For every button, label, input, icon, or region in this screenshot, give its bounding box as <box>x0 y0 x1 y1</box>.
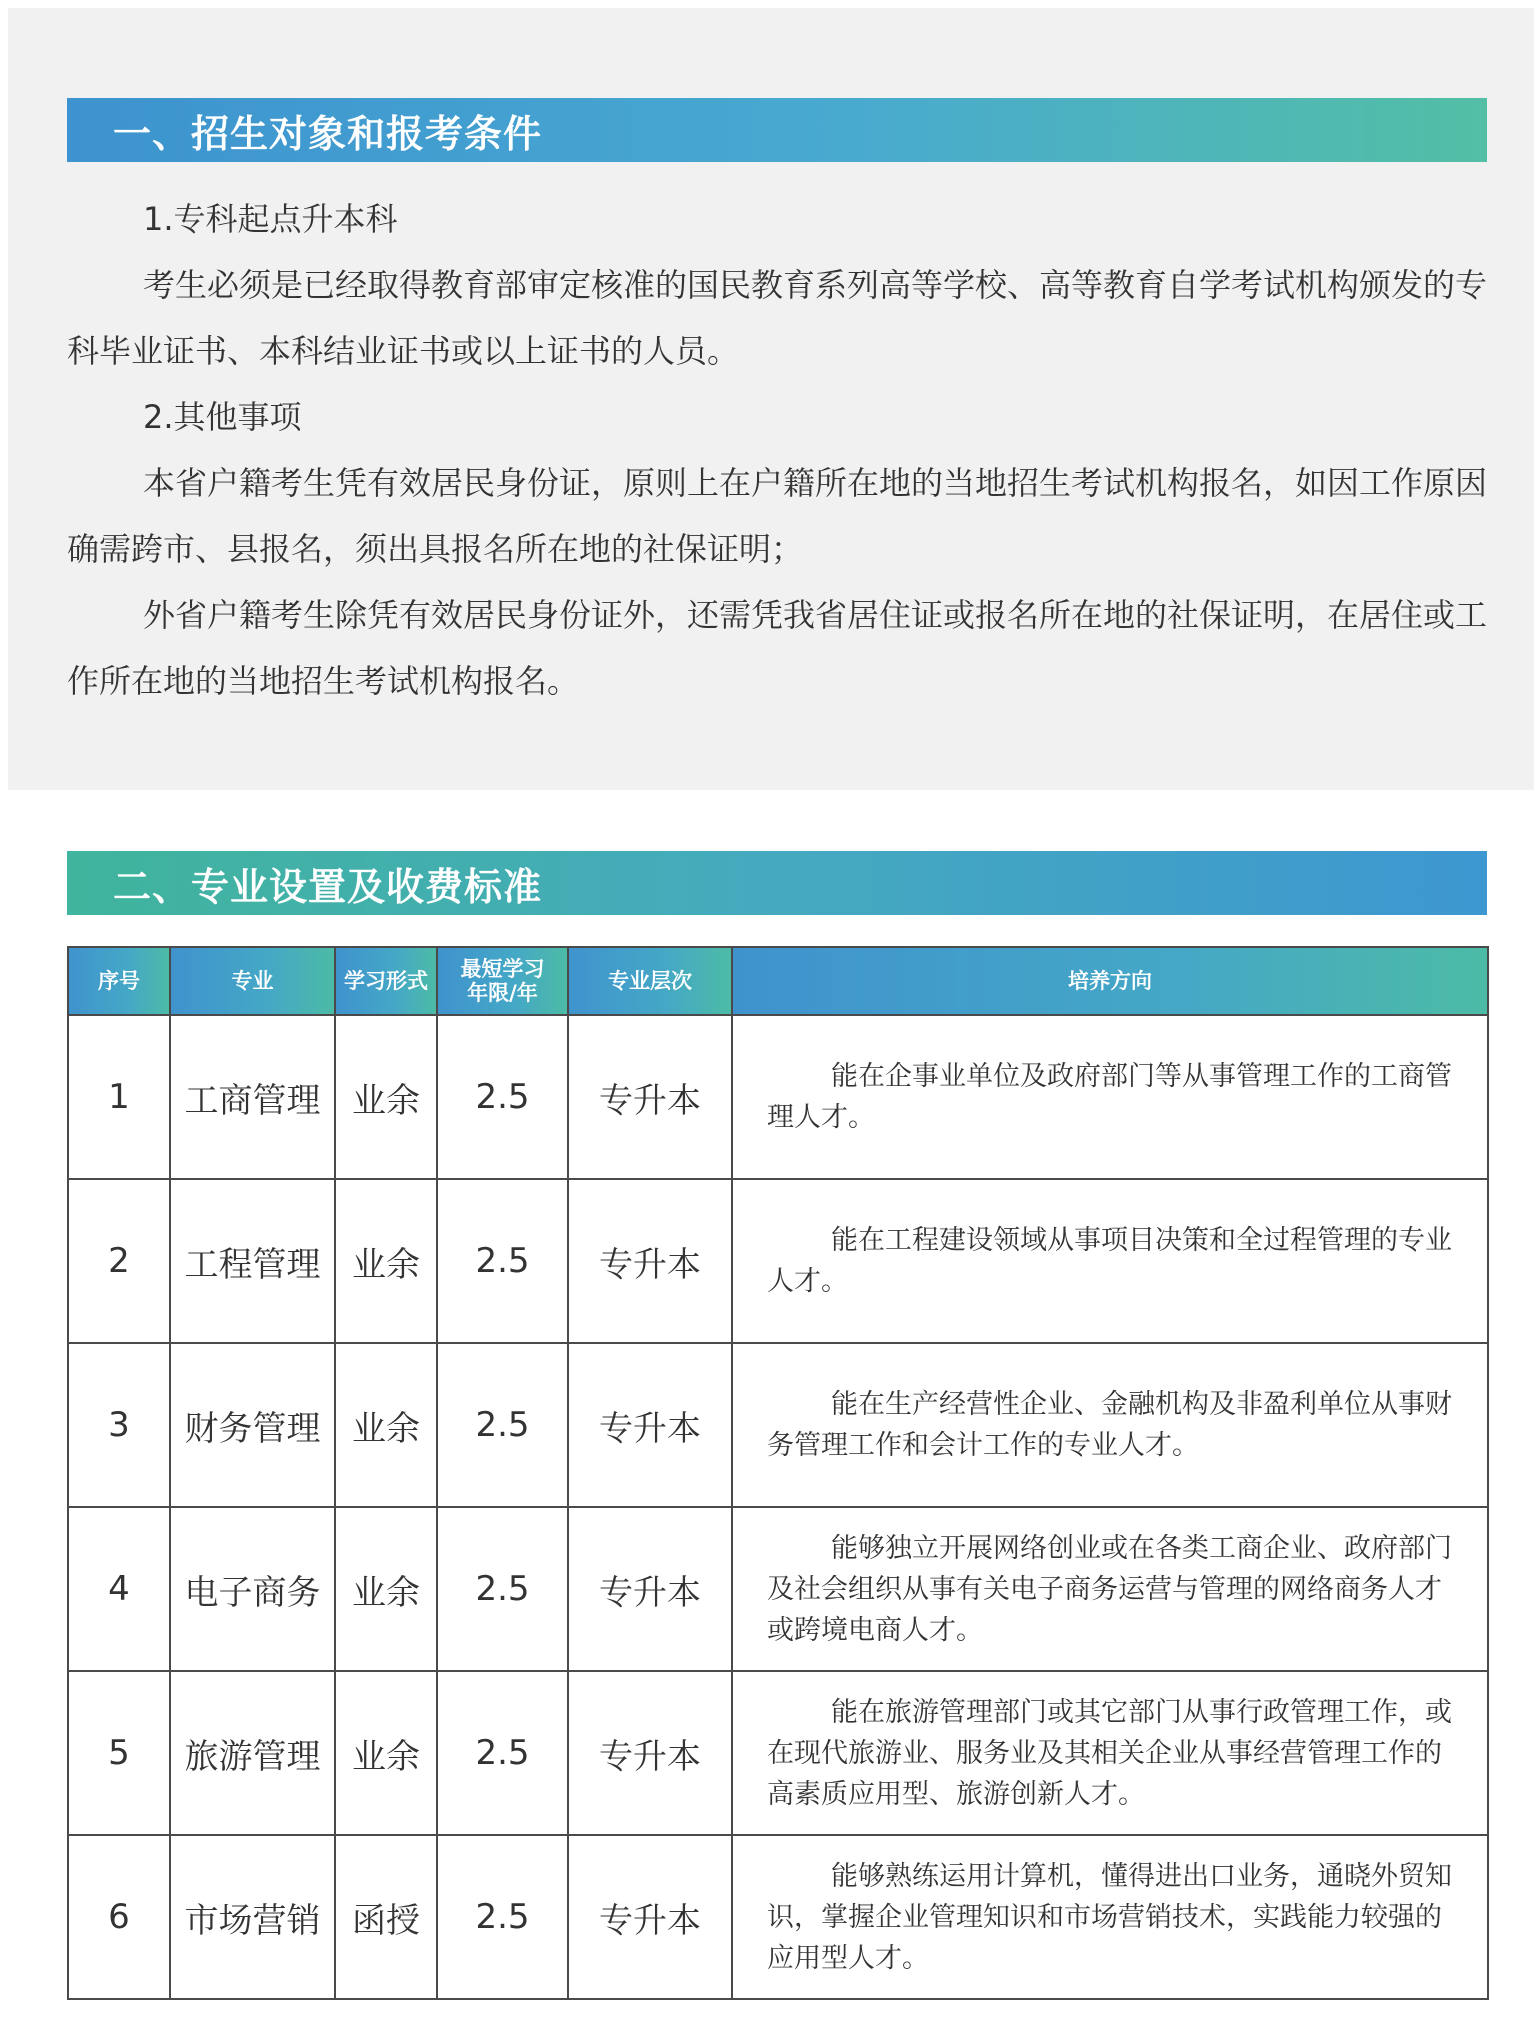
item1-title: 1.专科起点升本科 <box>143 200 398 238</box>
cell-level: 专升本 <box>568 1179 732 1343</box>
direction-text: 能够熟练运用计算机，懂得进出口业务，通晓外贸知识，掌握企业管理知识和市场营销技术，实践能力较强的应用型人才。 <box>767 1860 1452 1974</box>
cell-direction <box>732 1835 1488 1999</box>
cell-level: 专升本 <box>568 1835 732 1999</box>
header-mode: 学习形式 <box>335 947 437 1015</box>
cell-major: 市场营销 <box>170 1835 335 1999</box>
table-row <box>68 1835 1488 1999</box>
cell-level: 专升本 <box>568 1671 732 1835</box>
header-years-line2: 年限/年 <box>467 981 538 1005</box>
cell-mode: 业余 <box>335 1179 437 1343</box>
cell-level: 专升本 <box>568 1343 732 1507</box>
table-row <box>68 1671 1488 1835</box>
cell-index: 5 <box>68 1671 170 1835</box>
item2-title: 2.其他事项 <box>143 398 302 436</box>
cell-level: 专升本 <box>568 1507 732 1671</box>
cell-years: 2.5 <box>437 1015 568 1179</box>
majors-table <box>67 946 1489 2000</box>
cell-mode: 业余 <box>335 1671 437 1835</box>
cell-major: 工商管理 <box>170 1015 335 1179</box>
header-level: 专业层次 <box>568 947 732 1015</box>
direction-text: 能在旅游管理部门或其它部门从事行政管理工作，或在现代旅游业、服务业及其相关企业从事经营管理工作的高素质应用型、旅游创新人才。 <box>767 1696 1452 1810</box>
cell-index: 2 <box>68 1179 170 1343</box>
cell-years: 2.5 <box>437 1507 568 1671</box>
header-years-line1: 最短学习 <box>460 957 545 981</box>
cell-years: 2.5 <box>437 1179 568 1343</box>
table-row <box>68 1179 1488 1343</box>
cell-index: 6 <box>68 1835 170 1999</box>
cell-mode: 业余 <box>335 1015 437 1179</box>
direction-text: 能在工程建设领域从事项目决策和全过程管理的专业人才。 <box>767 1225 1452 1297</box>
cell-direction <box>732 1343 1488 1507</box>
table-row <box>68 1343 1488 1507</box>
header-direction: 培养方向 <box>732 947 1488 1015</box>
cell-mode: 业余 <box>335 1507 437 1671</box>
direction-text: 能在生产经营性企业、金融机构及非盈利单位从事财务管理工作和会计工作的专业人才。 <box>767 1389 1452 1461</box>
cell-major: 电子商务 <box>170 1507 335 1671</box>
cell-index: 1 <box>68 1015 170 1179</box>
cell-direction <box>732 1507 1488 1671</box>
header-major: 专业 <box>170 947 335 1015</box>
item2-text-2: 外省户籍考生除凭有效居民身份证外，还需凭我省居住证或报名所在地的社保证明，在居住或工作所在地的当地招生考试机构报名。 <box>67 596 1488 700</box>
header-index: 序号 <box>68 947 170 1015</box>
cell-direction <box>732 1179 1488 1343</box>
cell-direction <box>732 1015 1488 1179</box>
item2-text-1: 本省户籍考生凭有效居民身份证，原则上在户籍所在地的当地招生考试机构报名，如因工作原因确需跨市、县报名，须出具报名所在地的社保证明； <box>67 464 1488 568</box>
table-row <box>68 1015 1488 1179</box>
item1-text: 考生必须是已经取得教育部审定核准的国民教育系列高等学校、高等教育自学考试机构颁发的专科毕业证书、本科结业证书或以上证书的人员。 <box>67 266 1488 370</box>
cell-major: 财务管理 <box>170 1343 335 1507</box>
direction-text: 能够独立开展网络创业或在各类工商企业、政府部门及社会组织从事有关电子商务运营与管理的网络商务人才或跨境电商人才。 <box>767 1532 1452 1646</box>
cell-major: 旅游管理 <box>170 1671 335 1835</box>
cell-index: 4 <box>68 1507 170 1671</box>
cell-years: 2.5 <box>437 1835 568 1999</box>
cell-major: 工程管理 <box>170 1179 335 1343</box>
cell-index: 3 <box>68 1343 170 1507</box>
cell-direction <box>732 1671 1488 1835</box>
cell-years: 2.5 <box>437 1343 568 1507</box>
cell-years: 2.5 <box>437 1671 568 1835</box>
header-years <box>437 947 568 1015</box>
table-row <box>68 1507 1488 1671</box>
cell-mode: 业余 <box>335 1343 437 1507</box>
section1-title: 一、招生对象和报考条件 <box>67 98 1487 162</box>
direction-text: 能在企事业单位及政府部门等从事管理工作的工商管理人才。 <box>767 1061 1452 1133</box>
cell-mode: 函授 <box>335 1835 437 1999</box>
table-header-row <box>68 947 1488 1015</box>
cell-level: 专升本 <box>568 1015 732 1179</box>
section2-title: 二、专业设置及收费标准 <box>67 851 1487 915</box>
